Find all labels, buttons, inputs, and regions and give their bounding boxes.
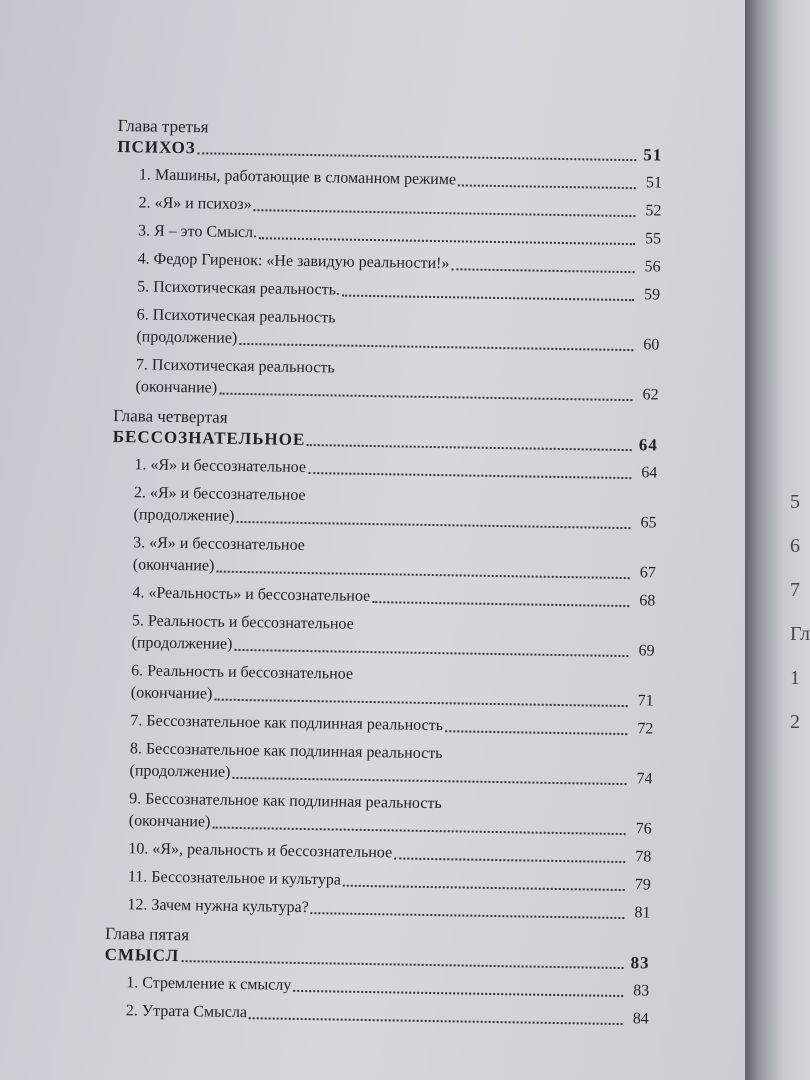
entry-title-continued: (продолжение) [129,762,231,781]
page-number: 72 [637,720,654,738]
page-number: 64 [638,435,658,455]
page-number: 81 [634,904,651,922]
toc-entry[interactable] [107,738,653,791]
chapter-heading: ПСИХОЗ [117,136,196,158]
page-number: 59 [643,286,661,304]
toc-entry[interactable] [113,354,659,407]
entry-title: 4. Федор Гиренок: «Не завидую реальности!» [137,250,450,273]
leader-dots [372,601,629,607]
toc-entry[interactable] [115,276,660,307]
page-number: 76 [635,820,652,838]
chapter-block [104,924,650,1031]
leader-dots [311,912,625,919]
leader-dots [308,472,631,479]
leader-dots [394,857,625,863]
page-number: 83 [630,953,650,973]
page-number: 60 [643,336,660,354]
chapter-heading: СМЫСЛ [104,944,180,966]
edge-glyph: 5 [790,491,800,513]
edge-glyph: 7 [790,579,800,601]
entry-title: 6. Реальность и бессознательное [131,662,354,683]
toc-entry[interactable] [104,1000,649,1031]
entry-title: 8. Бессознательное как подлинная реальность [129,740,443,763]
entry-title: 5. Психотическая реальность. [137,278,341,299]
toc-entry[interactable] [111,532,657,585]
entry-title: 11. Бессознательное и культура [127,868,342,889]
page-number: 65 [640,514,657,532]
toc-entry[interactable] [109,660,655,713]
leader-dots [239,343,633,351]
entry-title: 5. Реальность и бессознательное [131,612,354,633]
toc-entry[interactable] [116,192,661,223]
table-of-contents [104,108,663,1030]
entry-title: 9. Бессознательное как подлинная реальность [129,790,442,813]
entry-title: 6. Психотическая реальность [136,306,336,327]
toc-entry[interactable] [105,894,650,925]
toc-entry[interactable] [114,304,660,357]
edge-glyph: Гл [790,623,810,645]
chapter-heading: БЕССОЗНАТЕЛЬНОЕ [112,426,306,449]
page-number: 68 [639,592,656,610]
entry-title-continued: (окончание) [135,378,218,397]
page-number: 74 [636,770,653,788]
leader-dots [445,730,627,735]
leader-dots [181,960,623,969]
edge-glyph: 6 [790,535,800,557]
leader-dots [198,152,637,161]
chapter-label: Глава четвертая [113,405,228,427]
entry-title: 1. Машины, работающие в сломанном режиме [138,166,457,189]
toc-entry[interactable] [111,482,657,535]
entry-title: 12. Зачем нужна культура? [127,896,309,917]
leader-dots [451,268,634,273]
toc-entry[interactable] [106,866,651,897]
leader-dots [236,521,630,529]
toc-entry[interactable] [117,164,662,195]
page-number: 56 [644,258,661,276]
edge-glyph: 2 [790,711,800,733]
page-number: 51 [643,145,663,165]
leader-dots [234,649,628,657]
page-number: 84 [632,1010,649,1028]
page-number: 64 [641,464,658,482]
toc-entry[interactable] [115,248,660,279]
page-number: 51 [645,174,663,192]
chapter-block [113,116,662,407]
toc-entry[interactable] [116,220,661,251]
entry-title-continued: (окончание) [128,812,211,831]
leader-dots [216,571,629,579]
chapter-block [105,406,658,924]
entry-title: 3. «Я» и бессознательное [133,534,305,554]
entry-title: 4. «Реальность» и бессознательное [132,584,371,606]
entry-title: 2. «Я» и бессознательное [133,484,306,504]
leader-dots [219,393,632,401]
leader-dots [259,237,635,245]
toc-entry[interactable] [109,610,655,663]
page-number: 83 [633,982,650,1000]
page-number: 78 [635,848,652,866]
page-number: 79 [634,876,651,894]
toc-entry[interactable] [106,838,651,869]
entry-title-continued: (продолжение) [136,328,238,347]
leader-dots [293,990,623,997]
edge-glyph: 1 [790,667,800,689]
leader-dots [342,295,634,302]
page-number: 67 [639,564,656,582]
entry-title: 3. Я – это Смысл. [137,222,258,242]
toc-entry[interactable] [108,710,653,741]
toc-entry[interactable] [107,788,653,841]
page-number: 52 [645,202,662,220]
chapter-label: Глава пятая [104,923,190,945]
entry-title: 1. Стремление к смыслу [126,974,292,994]
toc-entry[interactable] [104,972,649,1003]
chapter-label: Глава третья [117,115,209,137]
leader-dots [458,184,636,189]
page-number: 71 [637,692,654,710]
entry-title: 7. Психотическая реальность [135,356,335,377]
page-number: 69 [638,642,655,660]
page-number: 62 [642,386,659,404]
leader-dots [307,444,632,451]
entry-title: 7. Бессознательное как подлинная реальность [130,712,444,735]
leader-dots [214,699,627,707]
entry-title-continued: (окончание) [130,684,213,703]
leader-dots [254,209,636,217]
facing-page-fragments [790,480,810,744]
page-number: 55 [644,230,662,248]
leader-dots [343,885,625,891]
entry-title: 1. «Я» и бессознательное [134,456,307,476]
toc-entry[interactable] [112,454,657,485]
entry-title-continued: (продолжение) [131,634,233,653]
entry-title-continued: (окончание) [132,556,215,575]
entry-title: 10. «Я», реальность и бессознательное [128,840,393,862]
leader-dots [212,827,625,835]
leader-dots [232,777,626,785]
toc-entry[interactable] [110,582,655,613]
entry-title-continued: (продолжение) [133,506,235,525]
entry-title: 2. Утрата Смысла [125,1002,248,1022]
leader-dots [249,1017,623,1025]
entry-title: 2. «Я» и психоз» [138,194,252,214]
